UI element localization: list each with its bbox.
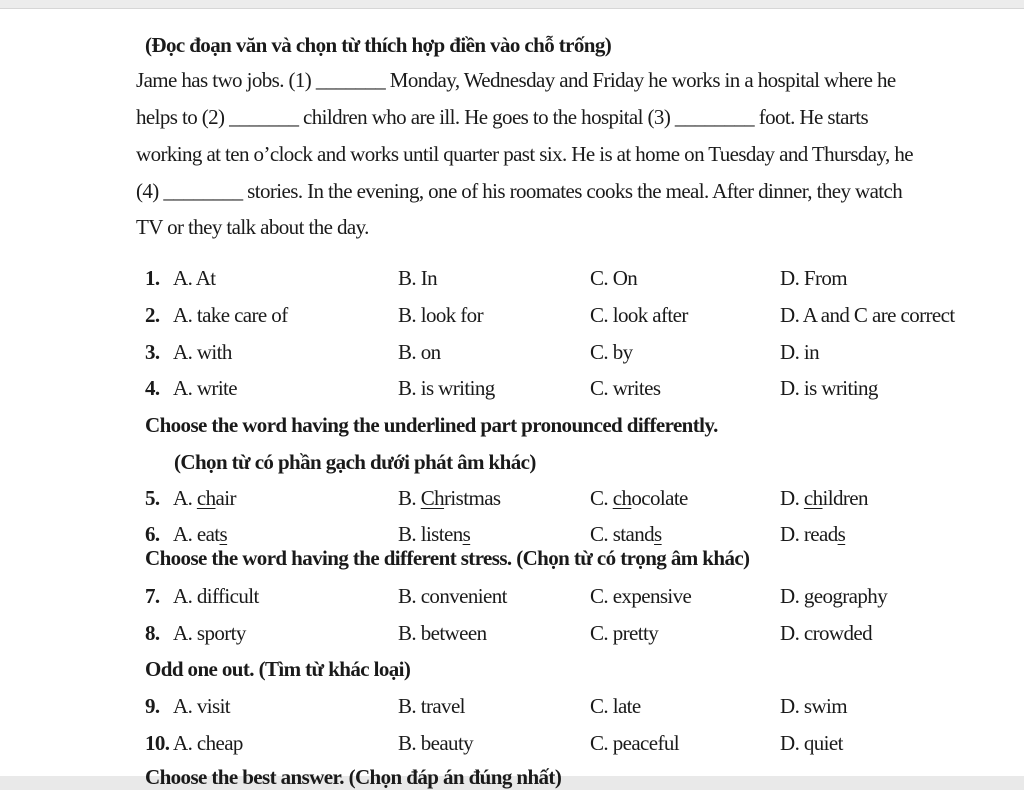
option-d: D. children bbox=[780, 486, 868, 510]
option-c: C. by bbox=[590, 340, 633, 364]
passage-line-3: working at ten o’clock and works until quarter past six. He is at home on Tuesday and Thursday, he bbox=[136, 142, 913, 166]
option-d: D. in bbox=[780, 340, 820, 364]
underlined-part: Ch bbox=[420, 486, 445, 510]
option-b: B. travel bbox=[398, 694, 465, 718]
option-a: A. write bbox=[173, 376, 238, 400]
option-c: C. writes bbox=[590, 376, 661, 400]
document-page bbox=[0, 8, 1024, 789]
option-d: D. From bbox=[780, 266, 847, 290]
option-b: B. look for bbox=[398, 303, 483, 327]
viewer-top-bar bbox=[0, 0, 1024, 8]
option-d: D. reads bbox=[780, 522, 846, 546]
option-c: C. expensive bbox=[590, 584, 692, 608]
option-a: A. eats bbox=[173, 522, 228, 546]
odd-one-out-heading: Odd one out. (Tìm từ khác loại) bbox=[145, 657, 411, 681]
question-number: 3. bbox=[145, 340, 160, 364]
option-b: B. is writing bbox=[398, 376, 495, 400]
next-section-heading: Choose the best answer. (Chọn đáp án đúng nhất) bbox=[145, 765, 562, 789]
underlined-part: s bbox=[219, 522, 228, 546]
option-d: D. swim bbox=[780, 694, 847, 718]
option-a: A. with bbox=[173, 340, 232, 364]
passage-line-4: (4) ________ stories. In the evening, one of his roomates cooks the meal. After dinner, they watch bbox=[136, 179, 903, 203]
pronunciation-heading: Choose the word having the underlined part pronounced differently. bbox=[145, 413, 718, 437]
option-b: B. In bbox=[398, 266, 438, 290]
underlined-part: ch bbox=[612, 486, 632, 510]
underlined-part: ch bbox=[803, 486, 823, 510]
option-d: D. geography bbox=[780, 584, 888, 608]
option-c: C. look after bbox=[590, 303, 688, 327]
option-c: C. On bbox=[590, 266, 638, 290]
option-d: D. crowded bbox=[780, 621, 872, 645]
underlined-part: s bbox=[462, 522, 471, 546]
passage-line-1: Jame has two jobs. (1) _______ Monday, Wednesday and Friday he works in a hospital where he bbox=[136, 68, 896, 92]
question-number: 10. bbox=[145, 731, 170, 755]
question-number: 4. bbox=[145, 376, 160, 400]
option-d: D. quiet bbox=[780, 731, 843, 755]
underlined-part: ch bbox=[196, 486, 216, 510]
stress-heading: Choose the word having the different stress. (Chọn từ có trọng âm khác) bbox=[145, 546, 750, 570]
option-a: A. difficult bbox=[173, 584, 259, 608]
passage-line-5: TV or they talk about the day. bbox=[136, 215, 369, 239]
option-b: B. beauty bbox=[398, 731, 474, 755]
passage-line-2: helps to (2) _______ children who are ill. He goes to the hospital (3) ________ foot. He starts bbox=[136, 105, 869, 129]
question-number: 2. bbox=[145, 303, 160, 327]
underlined-part: s bbox=[654, 522, 662, 546]
option-a: A. sporty bbox=[173, 621, 246, 645]
question-number: 1. bbox=[145, 266, 160, 290]
option-c: C. peaceful bbox=[590, 731, 680, 755]
option-d: D. is writing bbox=[780, 376, 878, 400]
option-b: B. convenient bbox=[398, 584, 507, 608]
option-a: A. take care of bbox=[173, 303, 288, 327]
option-c: C. stands bbox=[590, 522, 662, 546]
option-b: B. Christmas bbox=[398, 486, 501, 510]
option-c: C. late bbox=[590, 694, 641, 718]
question-number: 6. bbox=[145, 522, 160, 546]
option-a: A. At bbox=[173, 266, 216, 290]
option-a: A. visit bbox=[173, 694, 231, 718]
question-number: 5. bbox=[145, 486, 160, 510]
pronunciation-subheading: (Chọn từ có phần gạch dưới phát âm khác) bbox=[174, 450, 536, 474]
underlined-part: s bbox=[837, 522, 846, 546]
question-number: 7. bbox=[145, 584, 160, 608]
reading-instruction: (Đọc đoạn văn và chọn từ thích hợp điền vào chỗ trống) bbox=[145, 33, 612, 57]
option-b: B. on bbox=[398, 340, 441, 364]
option-c: C. pretty bbox=[590, 621, 659, 645]
option-b: B. between bbox=[398, 621, 487, 645]
option-a: A. chair bbox=[173, 486, 236, 510]
option-c: C. chocolate bbox=[590, 486, 688, 510]
question-number: 9. bbox=[145, 694, 160, 718]
option-b: B. listens bbox=[398, 522, 471, 546]
option-a: A. cheap bbox=[173, 731, 243, 755]
question-number: 8. bbox=[145, 621, 160, 645]
option-d: D. A and C are correct bbox=[780, 303, 955, 327]
